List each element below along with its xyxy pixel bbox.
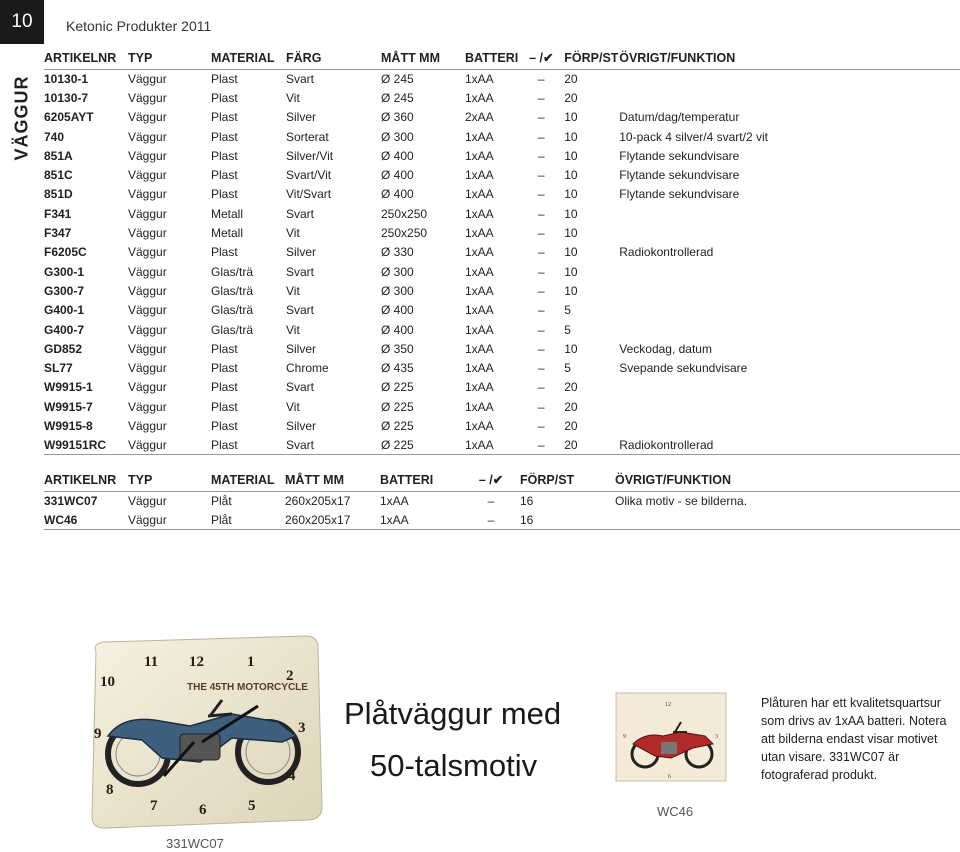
cell-size: Ø 400	[381, 322, 414, 337]
cell-pack: 10	[564, 341, 578, 356]
table-row	[44, 262, 960, 281]
cell-article: G300-7	[44, 283, 85, 298]
cell-function: Flytande sekundvisare	[619, 168, 740, 183]
cell-article: 331WC07	[44, 493, 98, 508]
cell-battery: 1xAA	[465, 380, 494, 395]
cell-pack: 10	[564, 264, 578, 279]
cell-battery: 1xAA	[465, 206, 494, 221]
cell-size: Ø 300	[381, 264, 414, 279]
cell-color: Vit	[286, 322, 300, 337]
cell-article: W99151RC	[44, 436, 128, 455]
cell-pack: 10	[564, 283, 578, 298]
cell-battery: 1xAA	[465, 187, 494, 202]
column-header-material: MATERIAL	[211, 47, 286, 69]
cell-article: GD852	[44, 341, 83, 356]
cell-color: Vit/Svart	[286, 187, 332, 202]
catalog-title: Ketonic Produkter 2011	[66, 18, 212, 34]
cell-color: Silver	[286, 245, 317, 260]
cell-size: Ø 350	[381, 341, 414, 356]
cell-color: Silver	[286, 110, 317, 125]
table-row	[44, 358, 960, 377]
cell-material: Glas/trä	[211, 322, 254, 337]
cell-article: F341	[44, 206, 72, 221]
cell-status: –	[537, 380, 545, 395]
cell-type: Väggur	[128, 148, 167, 163]
tin-clock-table	[44, 469, 960, 530]
clock-number: 10	[100, 674, 115, 690]
cell-function: Radiokontrollerad	[619, 436, 960, 455]
clock-number: 5	[248, 798, 256, 814]
table-row	[44, 223, 960, 242]
clock-number: 12	[189, 654, 204, 670]
page-number: 10	[0, 0, 44, 44]
cell-material: Metall	[211, 226, 244, 241]
cell-pack: 16	[520, 510, 615, 529]
cell-pack: 10	[564, 187, 578, 202]
cell-type: Väggur	[128, 168, 167, 183]
column-header-function: ÖVRIGT/FUNKTION	[619, 47, 960, 69]
clock-number: 3	[298, 720, 306, 736]
cell-size: Ø 225	[381, 418, 414, 433]
cell-status: –	[537, 341, 545, 356]
cell-pack: 20	[564, 399, 578, 414]
cell-function: Datum/dag/temperatur	[619, 110, 740, 125]
cell-color: Silver	[286, 418, 317, 433]
cell-size: Ø 400	[381, 187, 414, 202]
cell-color: Chrome	[286, 361, 329, 376]
cell-type: Väggur	[128, 129, 167, 144]
table-row	[44, 88, 960, 107]
cell-battery: 1xAA	[380, 493, 409, 508]
cell-status: –	[537, 418, 545, 433]
cell-material: Glas/trä	[211, 303, 254, 318]
svg-text:12: 12	[665, 702, 671, 708]
cell-article: F347	[44, 226, 72, 241]
cell-function: 10-pack 4 silver/4 svart/2 vit	[619, 129, 768, 144]
cell-status: –	[537, 322, 545, 337]
cell-pack: 20	[564, 90, 578, 105]
cell-size: Ø 400	[381, 303, 414, 318]
cell-color: Vit	[286, 226, 300, 241]
column-header-type: TYP	[128, 47, 211, 69]
column-header-material: MATERIAL	[211, 469, 285, 491]
cell-function	[619, 281, 960, 300]
clock-photo-331wc07	[82, 634, 326, 830]
cell-color: Svart	[286, 380, 315, 395]
table-row	[44, 243, 960, 262]
headline-line2: 50-talsmotiv	[370, 748, 538, 783]
cell-type: Väggur	[128, 245, 167, 260]
cell-material: Plast	[211, 418, 238, 433]
table-row	[44, 108, 960, 127]
cell-status: –	[537, 168, 545, 183]
cell-color: Svart	[286, 436, 381, 455]
cell-pack: 10	[564, 226, 578, 241]
cell-article: 10130-7	[44, 90, 89, 105]
cell-type: Väggur	[128, 361, 167, 376]
cell-size: 260x205x17	[285, 493, 351, 508]
column-header-pack: FÖRP/ST	[564, 47, 619, 69]
column-header-battery: BATTERI	[380, 469, 462, 491]
cell-material: Plast	[211, 90, 238, 105]
cell-color: Silver	[286, 341, 317, 356]
table-row	[44, 127, 960, 146]
cell-function	[619, 88, 960, 107]
clock-number: 1	[247, 654, 255, 670]
cell-battery: 1xAA	[465, 283, 494, 298]
cell-status: –	[537, 206, 545, 221]
column-header-battery: BATTERI	[465, 47, 518, 69]
cell-function: Veckodag, datum	[619, 341, 712, 356]
cell-article: 851C	[44, 168, 73, 183]
cell-type: Väggur	[128, 510, 211, 529]
cell-status: –	[537, 148, 545, 163]
cell-article: 851D	[44, 187, 73, 202]
cell-status: –	[537, 283, 545, 298]
cell-type: Väggur	[128, 90, 167, 105]
cell-material: Plast	[211, 110, 238, 125]
wall-clock-table	[44, 47, 960, 455]
cell-battery: 2xAA	[465, 110, 494, 125]
cell-color: Silver/Vit	[286, 148, 334, 163]
cell-status: –	[537, 129, 545, 144]
cell-material: Plast	[211, 245, 238, 260]
cell-function: Olika motiv - se bilderna.	[615, 493, 748, 508]
cell-status: –	[537, 303, 545, 318]
cell-material: Plast	[211, 380, 238, 395]
cell-article: W9915-1	[44, 380, 93, 395]
cell-article: SL77	[44, 361, 73, 376]
cell-type: Väggur	[128, 380, 167, 395]
cell-size: Ø 330	[381, 245, 414, 260]
cell-article: G300-1	[44, 264, 85, 279]
cell-material: Plåt	[211, 493, 232, 508]
cell-pack: 20	[564, 71, 578, 86]
cell-size: 260x205x17	[285, 510, 380, 529]
cell-article: G400-7	[44, 322, 85, 337]
cell-type: Väggur	[128, 341, 167, 356]
caption-331wc07: 331WC07	[166, 836, 224, 851]
cell-pack: 16	[520, 493, 534, 508]
cell-material: Glas/trä	[211, 264, 254, 279]
cell-pack: 10	[564, 245, 578, 260]
table-row	[44, 510, 960, 529]
cell-material: Plast	[211, 187, 238, 202]
column-header-color: FÄRG	[286, 47, 381, 69]
cell-color: Vit	[286, 399, 300, 414]
table-row	[44, 491, 960, 510]
cell-function	[619, 320, 960, 339]
clock-number: 2	[286, 668, 294, 684]
cell-battery: 1xAA	[380, 510, 462, 529]
cell-status: –	[537, 187, 545, 202]
cell-function: Flytande sekundvisare	[619, 187, 740, 202]
cell-article: W9915-7	[44, 399, 93, 414]
cell-color: Sorterat	[286, 129, 329, 144]
column-header-pack: FÖRP/ST	[520, 469, 615, 491]
cell-type: Väggur	[128, 322, 167, 337]
table-row	[44, 204, 960, 223]
cell-pack: 10	[564, 148, 578, 163]
cell-material: Plast	[211, 168, 238, 183]
cell-material: Plast	[211, 399, 238, 414]
column-header-status: – /✔	[462, 469, 520, 491]
cell-status: –	[537, 110, 545, 125]
column-header-type: TYP	[128, 469, 211, 491]
headline-line1: Plåtväggur med	[344, 696, 562, 731]
cell-pack: 5	[564, 322, 571, 337]
column-header-function: ÖVRIGT/FUNKTION	[615, 469, 960, 491]
cell-color: Svart	[286, 264, 315, 279]
table-row	[44, 165, 960, 184]
cell-status: –	[537, 361, 545, 376]
cell-battery: 1xAA	[465, 90, 494, 105]
cell-color: Svart	[286, 206, 315, 221]
cell-pack: 5	[564, 303, 571, 318]
cell-type: Väggur	[128, 226, 167, 241]
cell-function	[619, 378, 960, 397]
cell-article: F6205C	[44, 245, 87, 260]
cell-article: 6205AYT	[44, 110, 94, 125]
column-header-size: MÅTT MM	[285, 469, 380, 491]
clock-number: 6	[199, 802, 207, 818]
cell-type: Väggur	[128, 110, 167, 125]
column-header-article: ARTIKELNR	[44, 469, 128, 491]
cell-function: Svepande sekundvisare	[619, 361, 748, 376]
clock-photo-wc46	[615, 692, 727, 782]
section-label	[4, 75, 40, 161]
cell-battery: 1xAA	[465, 436, 518, 455]
cell-pack: 10	[564, 206, 578, 221]
cell-function	[619, 301, 960, 320]
cell-battery: 1xAA	[465, 168, 494, 183]
cell-battery: 1xAA	[465, 418, 494, 433]
cell-function	[619, 397, 960, 416]
cell-type: Väggur	[128, 71, 167, 86]
cell-status: –	[462, 510, 520, 529]
cell-pack: 10	[564, 129, 578, 144]
cell-size: Ø 400	[381, 168, 414, 183]
promo-headline	[344, 688, 584, 792]
cell-material: Plast	[211, 436, 286, 455]
cell-function: Flytande sekundvisare	[619, 148, 740, 163]
cell-size: Ø 225	[381, 436, 465, 455]
clock-number: 11	[144, 654, 159, 670]
table-row	[44, 416, 960, 435]
cell-status: –	[537, 226, 545, 241]
cell-size: 250x250	[381, 206, 428, 221]
cell-material: Metall	[211, 206, 244, 221]
cell-size: Ø 245	[381, 71, 414, 86]
cell-type: Väggur	[128, 418, 167, 433]
cell-pack: 20	[564, 436, 619, 455]
table-header-row	[44, 47, 960, 69]
cell-function: Radiokontrollerad	[619, 245, 714, 260]
cell-size: Ø 225	[381, 399, 414, 414]
clock-number: 8	[106, 782, 114, 798]
cell-status: –	[537, 245, 545, 260]
cell-article: 851A	[44, 148, 73, 163]
table-row	[44, 301, 960, 320]
cell-status: –	[537, 399, 545, 414]
cell-color: Vit	[286, 283, 300, 298]
cell-battery: 1xAA	[465, 264, 494, 279]
cell-function	[619, 416, 960, 435]
cell-article: WC46	[44, 510, 128, 529]
clock-banner: THE 45TH MOTORCYCLE	[187, 682, 308, 693]
cell-pack: 20	[564, 380, 578, 395]
cell-battery: 1xAA	[465, 322, 494, 337]
cell-battery: 1xAA	[465, 226, 494, 241]
cell-material: Glas/trä	[211, 283, 254, 298]
cell-status: –	[487, 493, 495, 508]
cell-article: 740	[44, 129, 65, 144]
cell-size: Ø 245	[381, 90, 414, 105]
table-row	[44, 146, 960, 165]
cell-type: Väggur	[128, 283, 167, 298]
cell-pack: 10	[564, 168, 578, 183]
column-header-size: MÅTT MM	[381, 47, 465, 69]
cell-battery: 1xAA	[465, 245, 494, 260]
table-row	[44, 69, 960, 88]
cell-pack: 10	[564, 110, 578, 125]
cell-type: Väggur	[128, 399, 167, 414]
cell-size: Ø 435	[381, 361, 414, 376]
table-row	[44, 397, 960, 416]
cell-type: Väggur	[128, 206, 167, 221]
cell-size: Ø 300	[381, 129, 414, 144]
cell-material: Plast	[211, 148, 238, 163]
clock-number: 4	[288, 768, 296, 784]
cell-function	[619, 204, 960, 223]
table-row	[44, 320, 960, 339]
table-header-row	[44, 469, 960, 491]
cell-size: Ø 360	[381, 110, 414, 125]
cell-article: W9915-8	[44, 418, 93, 433]
cell-function	[619, 223, 960, 242]
table-row	[44, 378, 960, 397]
cell-status: –	[518, 436, 564, 455]
table-row	[44, 185, 960, 204]
cell-battery: 1xAA	[465, 361, 494, 376]
cell-size: Ø 400	[381, 148, 414, 163]
cell-material: Plast	[211, 71, 238, 86]
cell-size: 250x250	[381, 226, 428, 241]
cell-article: G400-1	[44, 303, 85, 318]
cell-battery: 1xAA	[465, 303, 494, 318]
product-description: Plåturen har ett kvalitetsquartsur som drivs av 1xAA batteri. Notera att bilderna endast visar motivet utan visare. 331WC07 är fotograferad produkt.	[761, 696, 947, 782]
section-label-text: VÄGGUR	[11, 75, 32, 161]
cell-function	[615, 510, 960, 529]
cell-type: Väggur	[128, 264, 167, 279]
cell-battery: 1xAA	[465, 71, 494, 86]
cell-battery: 1xAA	[465, 129, 494, 144]
svg-text:3: 3	[715, 734, 718, 740]
cell-material: Plast	[211, 129, 238, 144]
svg-text:6: 6	[668, 774, 671, 780]
cell-type: Väggur	[128, 436, 211, 455]
cell-material: Plast	[211, 361, 238, 376]
table-row	[44, 281, 960, 300]
cell-function	[619, 69, 960, 88]
cell-type: Väggur	[128, 303, 167, 318]
cell-battery: 1xAA	[465, 341, 494, 356]
clock-number: 9	[94, 726, 102, 742]
svg-text:9: 9	[623, 734, 626, 740]
cell-color: Svart	[286, 303, 315, 318]
cell-material: Plåt	[211, 510, 285, 529]
table-row	[44, 436, 960, 455]
cell-pack: 5	[564, 361, 571, 376]
cell-color: Vit	[286, 90, 300, 105]
column-header-status: – /✔	[518, 47, 564, 69]
cell-pack: 20	[564, 418, 578, 433]
clock-number: 7	[150, 798, 158, 814]
cell-battery: 1xAA	[465, 399, 494, 414]
cell-battery: 1xAA	[465, 148, 494, 163]
cell-status: –	[537, 90, 545, 105]
caption-wc46: WC46	[657, 804, 694, 819]
table-row	[44, 339, 960, 358]
cell-type: Väggur	[128, 187, 167, 202]
cell-color: Svart/Vit	[286, 168, 332, 183]
cell-color: Svart	[286, 71, 315, 86]
cell-size: Ø 300	[381, 283, 414, 298]
column-header-article: ARTIKELNR	[44, 47, 128, 69]
cell-type: Väggur	[128, 493, 167, 508]
cell-status: –	[537, 264, 545, 279]
cell-article: 10130-1	[44, 71, 89, 86]
cell-status: –	[537, 71, 545, 86]
cell-material: Plast	[211, 341, 238, 356]
cell-size: Ø 225	[381, 380, 414, 395]
cell-function	[619, 262, 960, 281]
